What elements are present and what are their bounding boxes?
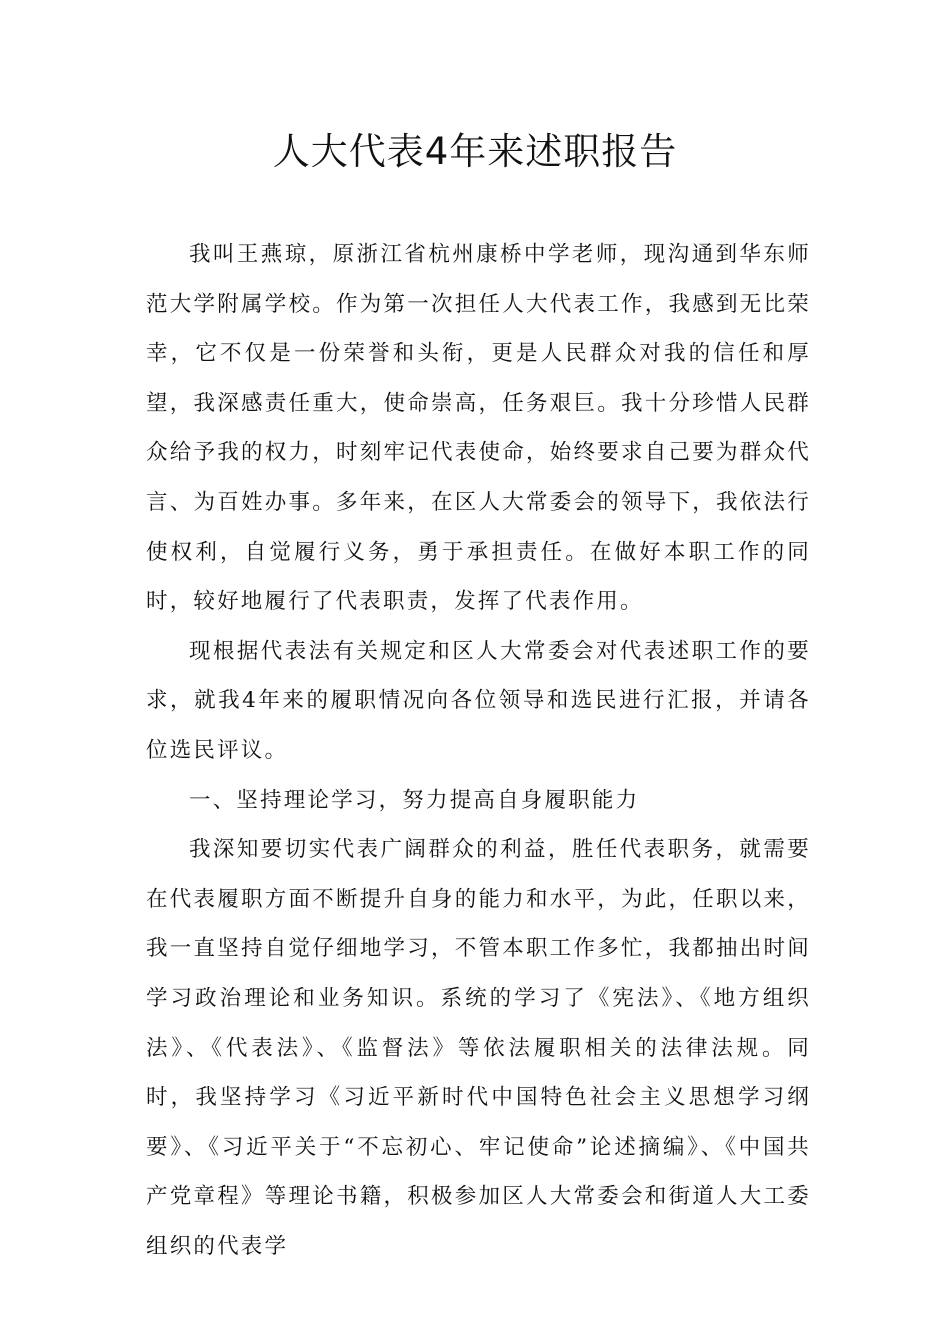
section-heading-1: 一、坚持理论学习，努力提高自身履职能力 [189, 787, 640, 813]
paragraph-introduction: 我叫王燕琼，原浙江省杭州康桥中学老师，现沟通到华东师范大学附属学校。作为第一次担任人大代表工作，我感到无比荣幸，它不仅是一份荣誉和头衔，更是人民群众对我的信任和厚望，我深感责任重大，使命崇高，任务艰巨。我十分珍惜人民群众给予我的权力，时刻牢记代表使命，始终要求自己要为群众代言、为百姓办事。多年来，在区人大常委会的领导下，我依法行使权利，自觉履行义务，勇于承担责任。在做好本职工作的同时，较好地履行了代表职责，发挥了代表作用。 [146, 242, 811, 615]
document-body [146, 230, 811, 1271]
paragraph-report-purpose: 现根据代表法有关规定和区人大常委会对代表述职工作的要求，就我4年来的履职情况向各位领导和选民进行汇报，并请各位选民评议。 [146, 638, 811, 763]
paragraph-theory-study: 我深知要切实代表广阔群众的利益，胜任代表职务，就需要在代表履职方面不断提升自身的能力和水平，为此，任职以来，我一直坚持自觉仔细地学习，不管本职工作多忙，我都抽出时间学习政治理论和业务知识。系统的学习了《宪法》、《地方组织法》、《代表法》、《监督法》等依法履职相关的法律法规。同时，我坚持学习《习近平新时代中国特色社会主义思想学习纲要》、《习近平关于“不忘初心、牢记使命”论述摘编》、《中国共产党章程》等理论书籍，积极参加区人大常委会和街道人大工委组织的代表学 [146, 837, 811, 1259]
document-title: 人大代表4年来述职报告 [272, 130, 678, 173]
